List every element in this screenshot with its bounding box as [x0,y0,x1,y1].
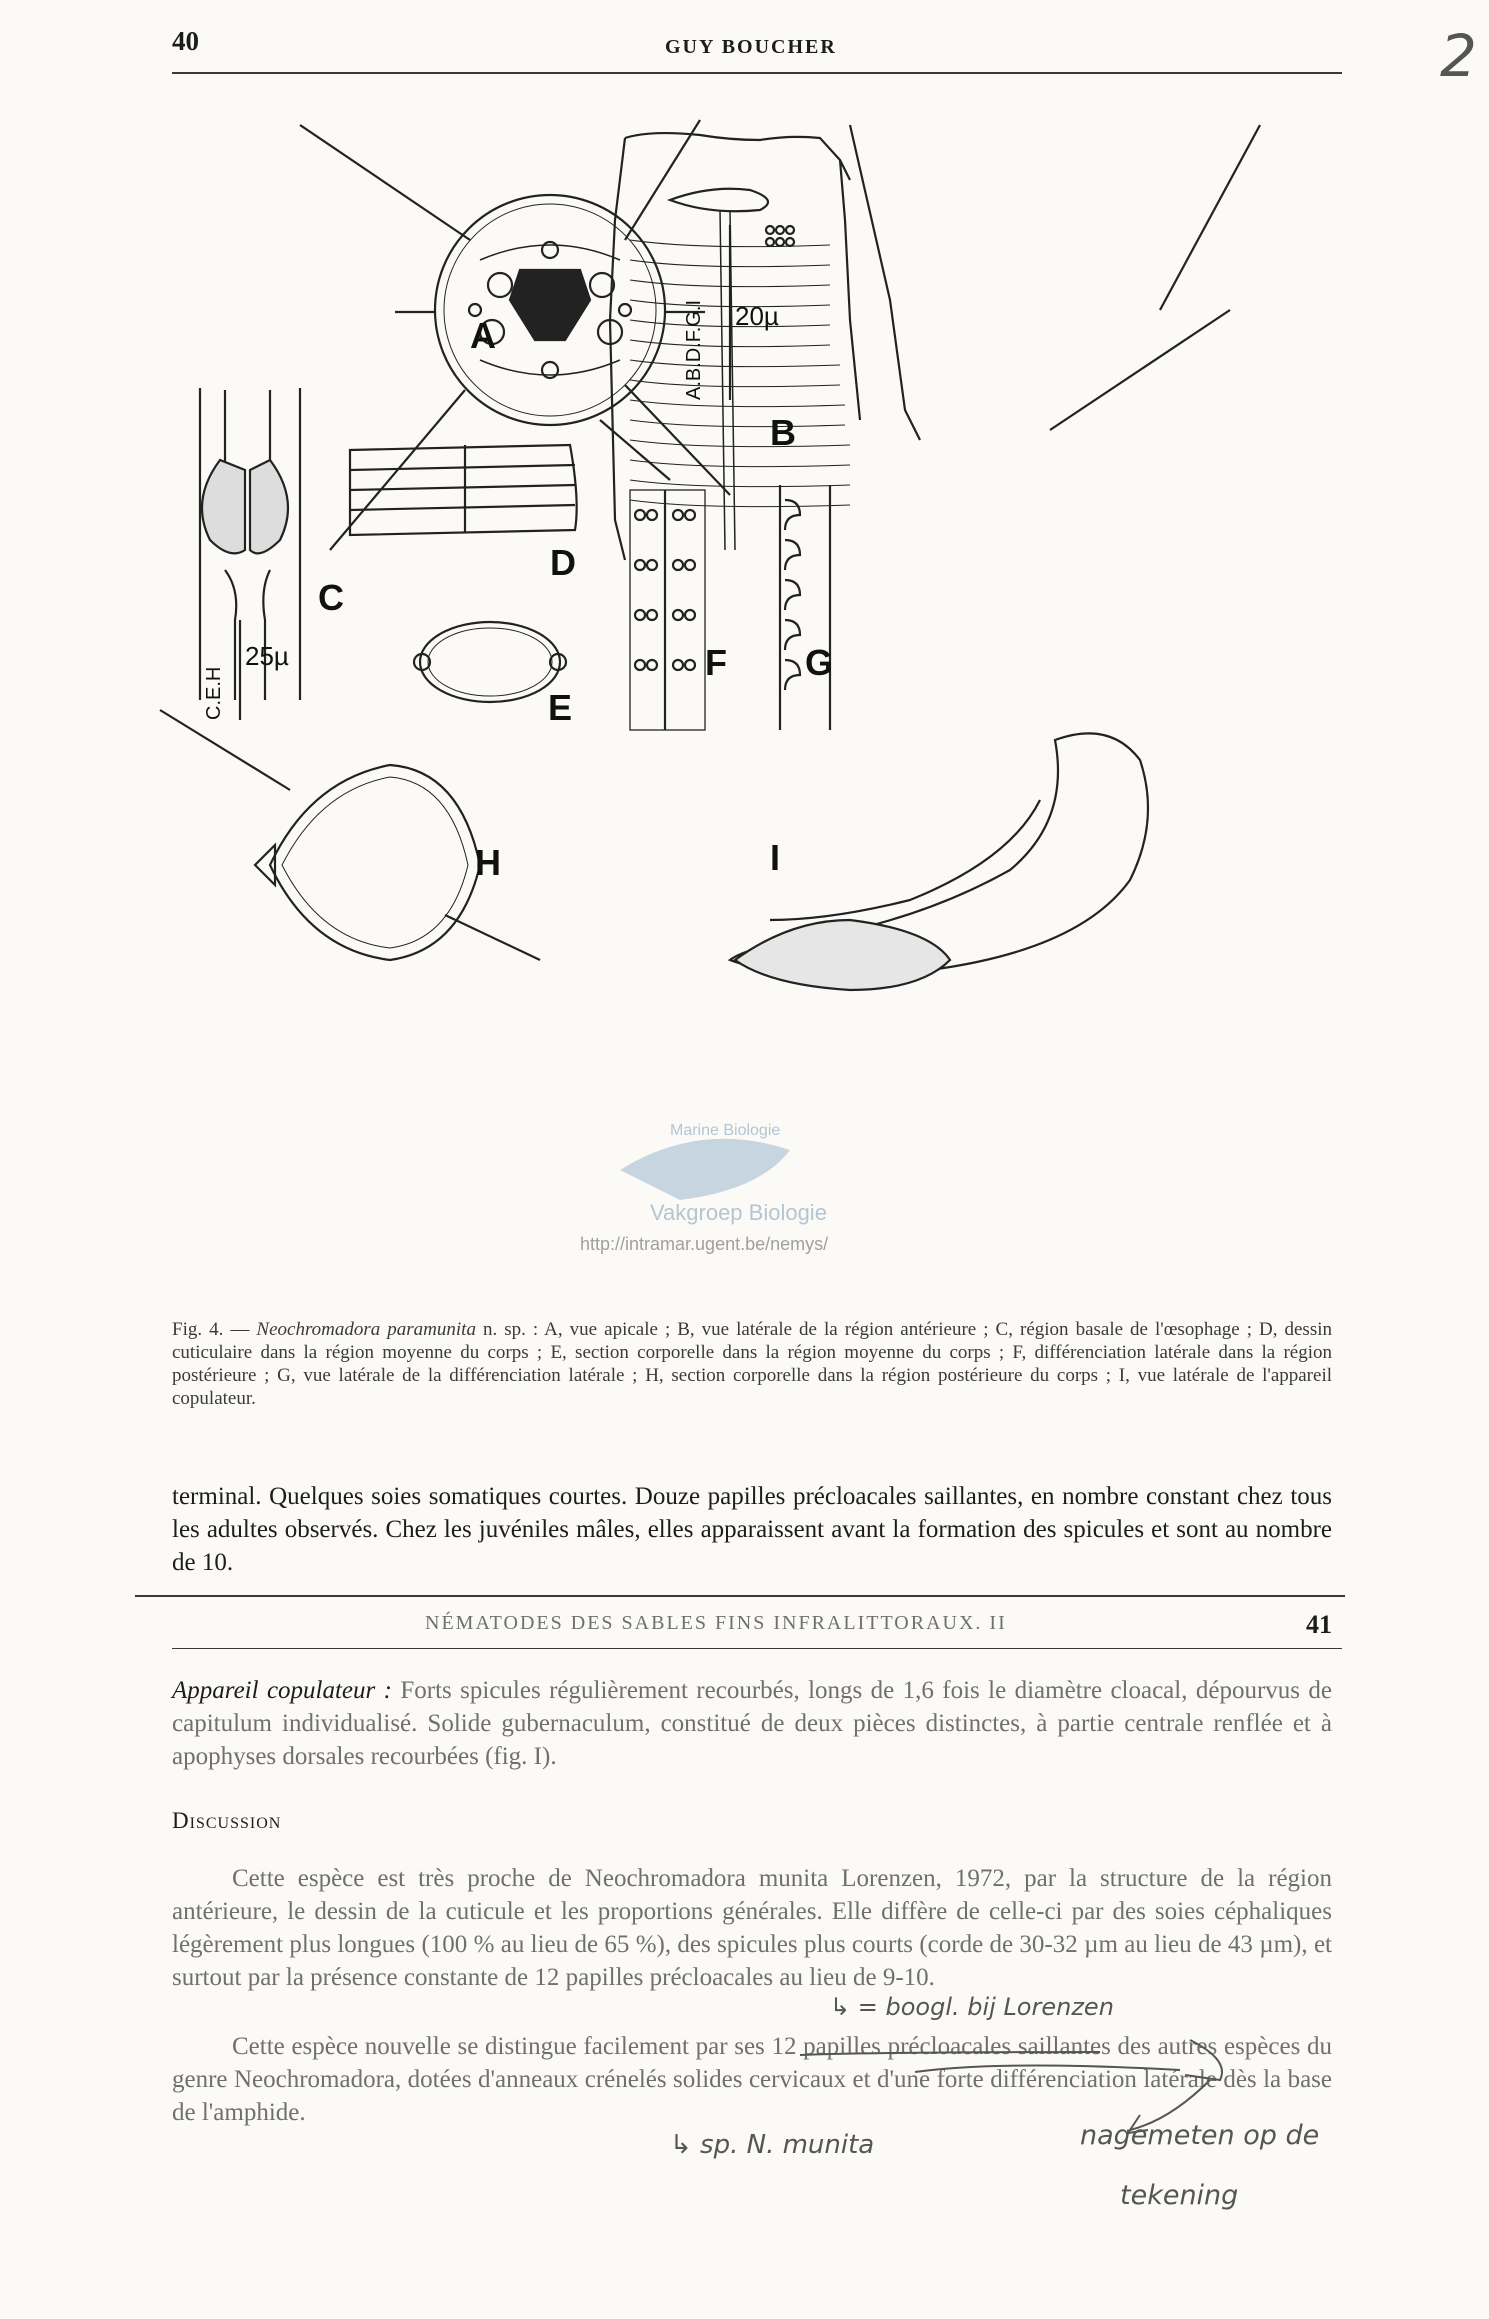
corner-page-mark: 2 [1440,22,1477,90]
page-number-left: 40 [172,26,199,56]
caption-fig-label: Fig. 4. — [172,1319,250,1340]
panel-f-lateral-differentiation [630,490,705,730]
annotation-2: ↳ sp. N. munita [670,2130,875,2160]
label-c: C [318,577,344,618]
scale-bar-bottom-label: 25µ [245,641,289,671]
label-h: H [475,842,501,883]
watermark-logo [560,1080,880,1260]
label-f: F [705,642,727,683]
discussion-heading: Discussion [172,1808,282,1833]
page-divider [135,1595,1345,1597]
running-head-author: GUY BOUCHER [665,36,837,58]
figure-caption [172,1318,1332,1410]
annotation-1: ↳ = boogl. bij Lorenzen [830,1993,1114,2021]
caption-text: n. sp. : A, vue apicale ; B, vue latérale de la région antérieure ; C, région basale de l'œsophage ; D, dessin cuticulaire dans la région moyenne du corps ; E, section corporelle dans la région moyenne du corps ; F, différenciation latérale dans la région postérieure ; G, vue latérale de la différenciation latérale ; H, section corporelle dans la région postérieure du corps ; I, vue latérale de l'appareil copulateur. [172,1319,1333,1409]
scale-bar-top-panels: A.B.D.F.G.I [683,299,705,400]
watermark-line-2: Vakgroep Biologie [650,1200,827,1225]
discussion-paragraph-2: Cette espèce nouvelle se distingue facilement par ses 12 papilles précloacales saillantes des autres espèces du genre Neochromadora, dotées d'anneaux crénelés solides cervicaux et d'une forte différenciation latérale dès la base de l'amphide. [172,2033,1332,2126]
annotation-4: tekening [1120,2180,1239,2211]
panel-i-copulatory-apparatus [730,733,1148,990]
label-g: G [805,642,834,683]
label-b: B [770,412,796,453]
watermark-line-3: http://intramar.ugent.be/nemys/ [580,1234,829,1254]
discussion-paragraph-1: Cette espèce est très proche de Neochromadora munita Lorenzen, 1972, par la structure de la région antérieure, le dessin de la cuticule et les proportions générales. Elle diffère de celle-ci par des soies céphaliques légèrement plus longues (100 % au lieu de 65 %), des spicules plus courts (corde de 30-32 µm au lieu de 43 µm), et surtout par la présence constante de 12 papilles précloacales au lieu de 9-10. [172,1865,1332,1991]
label-e: E [548,687,573,728]
header-rule [172,72,1342,74]
watermark-line-1: Marine Biologie [670,1122,781,1139]
label-i: I [770,837,781,878]
label-d: D [550,542,576,583]
page-number-right: 41 [1306,1610,1332,1639]
panel-g-lateral-view [780,485,830,730]
page2-header-rule [172,1648,1342,1649]
apparatus-text: Forts spicules régulièrement recourbés, longs de 1,6 fois le diamètre cloacal, dépourvus de capitulum individualisé. Solide gubernaculum, constitué de deux pièces distinctes, à partie centrale renflée et à apophyses dorsales recourbées (fig. I). [172,1677,1332,1770]
copulatory-apparatus-paragraph [172,1674,1332,1773]
annotation-3: nagemeten op de [1080,2120,1320,2151]
scale-bar-bottom-panels: C.E.H [203,666,225,720]
continuation-paragraph: terminal. Quelques soies somatiques courtes. Douze papilles précloacales saillantes, en nombre constant chez tous les adultes observés. Chez les juvéniles mâles, elles apparaissent avant la formation des spicules et sont au nombre de 10. [172,1483,1332,1576]
panel-e-body-section-mid [414,622,566,702]
caption-species: Neochromadora paramunita [256,1319,476,1340]
apparatus-heading: Appareil copulateur : [172,1677,392,1704]
running-head-title: NÉMATODES DES SABLES FINS INFRALITTORAUX. II [425,1612,1007,1634]
panel-d-cuticle-pattern [350,445,577,535]
scale-bar-top-label: 20µ [735,301,779,331]
label-a: A [470,315,496,356]
panel-h-body-section-posterior [160,710,540,960]
